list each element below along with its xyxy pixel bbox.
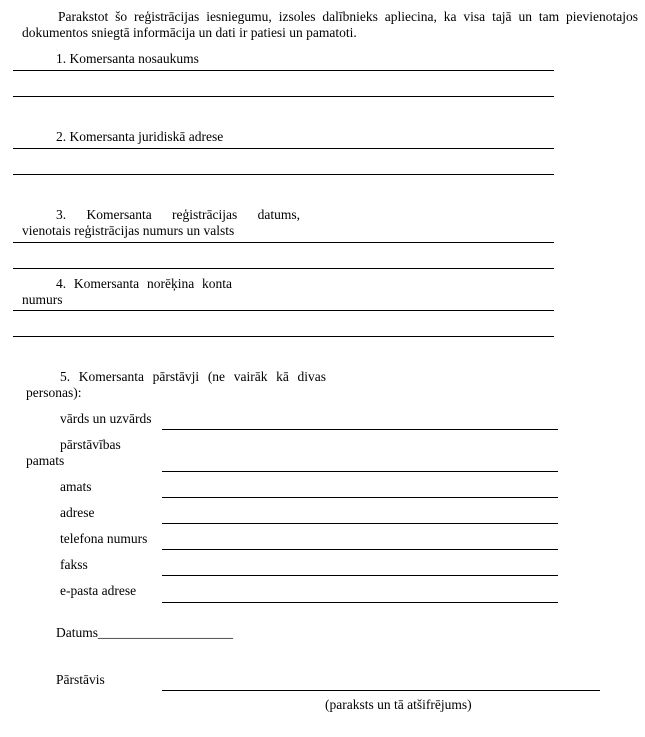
legal-address-line-2[interactable] bbox=[13, 174, 554, 175]
registration-label-line-2: vienotais reģistrācijas numurs un valsts bbox=[22, 222, 235, 238]
company-name-label: 1. Komersanta nosaukums bbox=[56, 51, 199, 66]
rep-email-label: e-pasta adrese bbox=[60, 583, 137, 598]
signature-line[interactable] bbox=[162, 690, 600, 691]
legal-address-label: 2. Komersanta juridiskā adrese bbox=[56, 129, 224, 144]
rep-fax-line[interactable] bbox=[162, 575, 558, 576]
rep-email-line[interactable] bbox=[162, 602, 558, 603]
date-label: Datums bbox=[56, 625, 98, 640]
registration-label bbox=[22, 207, 300, 239]
legal-address-line-1[interactable] bbox=[13, 148, 554, 149]
rep-name-line[interactable] bbox=[162, 429, 558, 430]
rep-name-label: vārds un uzvārds bbox=[60, 411, 152, 426]
registration-line-1[interactable] bbox=[13, 242, 554, 243]
rep-position-line[interactable] bbox=[162, 497, 558, 498]
registration-label-line-1: 3. Komersanta reģistrācijas datums, bbox=[56, 207, 300, 222]
registration-line-2[interactable] bbox=[13, 268, 554, 269]
representatives-label-line-2: personas): bbox=[26, 384, 82, 400]
intro-line-2: dokumentos sniegtā informācija un dati ir patiesi un pamatoti. bbox=[22, 24, 357, 40]
bank-account-label-line-1: 4. Komersanta norēķina konta bbox=[56, 276, 232, 291]
intro-paragraph bbox=[22, 9, 638, 41]
rep-phone-label: telefona numurs bbox=[60, 531, 148, 546]
representatives-label bbox=[26, 369, 326, 401]
rep-basis-line[interactable] bbox=[162, 471, 558, 472]
rep-fax-label: fakss bbox=[60, 557, 88, 572]
bank-account-label bbox=[22, 276, 232, 308]
bank-account-line-1[interactable] bbox=[13, 310, 554, 311]
rep-position-label: amats bbox=[60, 479, 92, 494]
date-blank[interactable]: ____________________ bbox=[98, 625, 233, 640]
company-name-line-1[interactable] bbox=[13, 70, 554, 71]
signature-caption: (paraksts un tā atšifrējums) bbox=[325, 697, 472, 712]
rep-basis-label-line-1: pārstāvības bbox=[60, 437, 121, 452]
bank-account-label-line-2: numurs bbox=[22, 291, 63, 307]
company-name-line-2[interactable] bbox=[13, 96, 554, 97]
rep-basis-label-line-2: pamats bbox=[26, 453, 65, 468]
rep-phone-line[interactable] bbox=[162, 549, 558, 550]
date-field[interactable] bbox=[56, 625, 233, 641]
representatives-label-line-1: 5. Komersanta pārstāvji (ne vairāk kā divas bbox=[60, 369, 326, 384]
bank-account-line-2[interactable] bbox=[13, 336, 554, 337]
rep-address-label: adrese bbox=[60, 505, 95, 520]
rep-address-line[interactable] bbox=[162, 523, 558, 524]
intro-line-1: Parakstot šo reģistrācijas iesniegumu, izsoles dalībnieks apliecina, ka visa tajā un tam pievienotajos bbox=[58, 9, 638, 24]
representative-label: Pārstāvis bbox=[56, 672, 105, 687]
